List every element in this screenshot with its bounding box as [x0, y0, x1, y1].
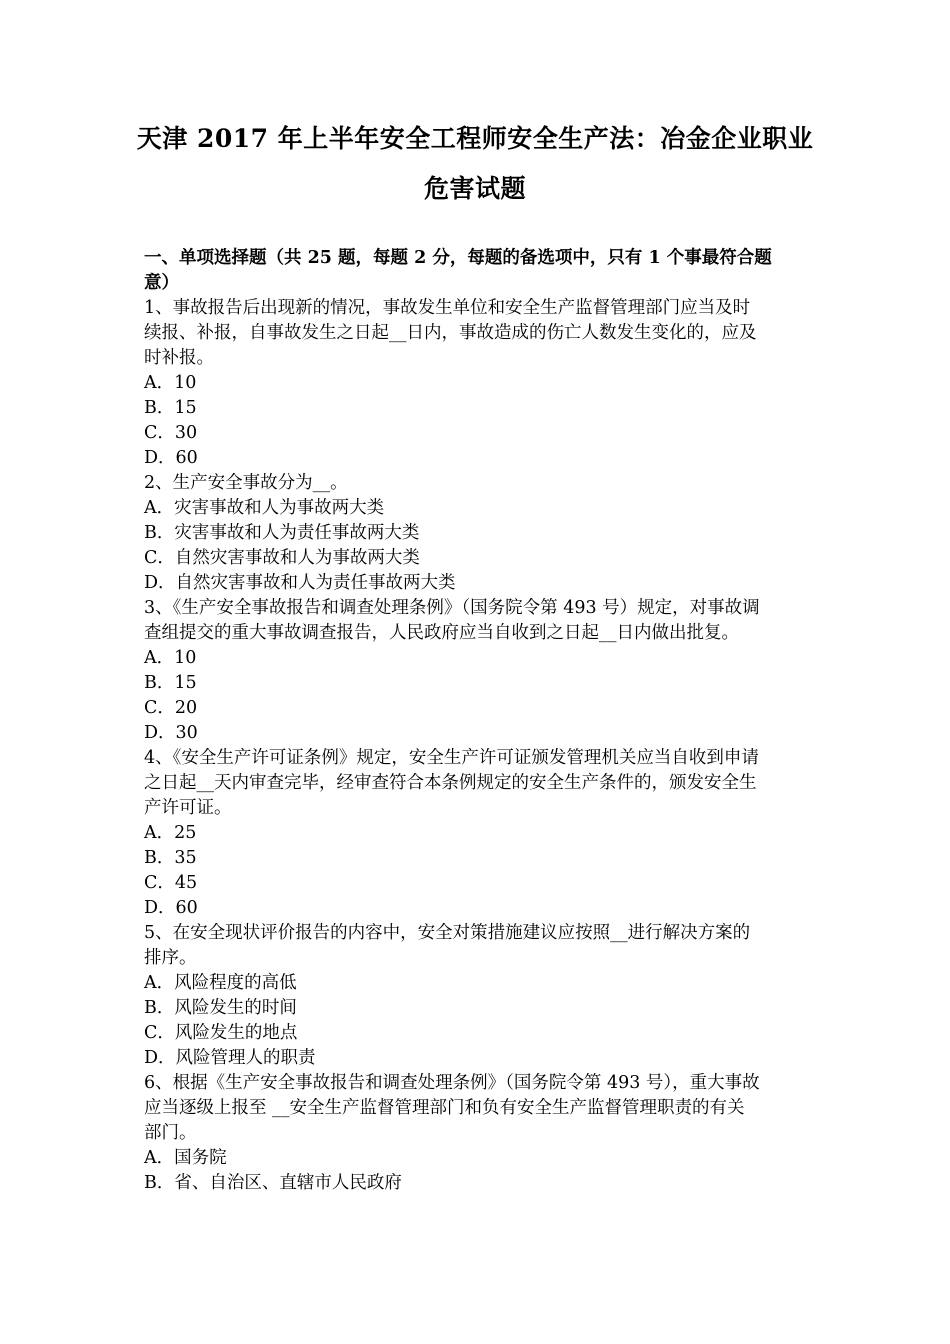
option-c: C．45	[144, 873, 198, 893]
document-title-line-1: 天津 2017 年上半年安全工程师安全生产法：冶金企业职业	[136, 124, 814, 153]
option-c: C．风险发生的地点	[144, 1023, 298, 1043]
option-c: C．20	[144, 698, 198, 718]
option-b: B．省、自治区、直辖市人民政府	[144, 1173, 402, 1193]
question-1	[144, 296, 816, 471]
question-text-line: 部门。	[144, 1123, 197, 1143]
question-6	[144, 1071, 816, 1196]
document-content	[144, 246, 816, 1196]
option-d: D．自然灾害事故和人为责任事故两大类	[144, 573, 456, 593]
question-2	[144, 471, 816, 596]
option-d: D．风险管理人的职责	[144, 1048, 316, 1068]
option-b: B．风险发生的时间	[144, 998, 297, 1018]
document-title-line-2: 危害试题	[423, 174, 526, 203]
question-3	[144, 596, 816, 746]
option-a: A．10	[144, 373, 197, 393]
option-a: A．国务院	[144, 1148, 227, 1168]
question-text-line: 排序。	[144, 948, 197, 968]
question-text-line: 查组提交的重大事故调查报告，人民政府应当自收到之日起__日内做出批复。	[144, 623, 739, 643]
option-d: D．60	[144, 448, 198, 468]
question-4	[144, 746, 816, 921]
option-c: C．自然灾害事故和人为事故两大类	[144, 548, 420, 568]
option-a: A．25	[144, 823, 197, 843]
question-text-line: 4、《安全生产许可证条例》规定，安全生产许可证颁发管理机关应当自收到申请	[144, 748, 759, 768]
option-b: B．15	[144, 673, 197, 693]
question-text-line: 产许可证。	[144, 798, 232, 818]
option-a: A．10	[144, 648, 197, 668]
section-heading-continued: 意）	[144, 273, 179, 293]
option-b: B．灾害事故和人为责任事故两大类	[144, 523, 420, 543]
question-text-line: 续报、补报，自事故发生之日起__日内，事故造成的伤亡人数发生变化的，应及	[144, 323, 757, 343]
question-5	[144, 921, 816, 1071]
question-text-line: 3、《生产安全事故报告和调查处理条例》（国务院令第 493 号）规定，对事故调	[144, 598, 760, 618]
question-text-line: 1、事故报告后出现新的情况，事故发生单位和安全生产监督管理部门应当及时	[144, 298, 751, 318]
question-text-line: 6、根据《生产安全事故报告和调查处理条例》（国务院令第 493 号），重大事故	[144, 1073, 760, 1093]
option-a: A．灾害事故和人为事故两大类	[144, 498, 385, 518]
option-b: B．15	[144, 398, 197, 418]
question-text-line: 2、生产安全事故分为__。	[144, 473, 348, 493]
section-heading: 一、单项选择题（共 25 题，每题 2 分，每题的备选项中，只有 1 个事最符合题	[144, 248, 772, 268]
question-text-line: 之日起__天内审查完毕，经审查符合本条例规定的安全生产条件的，颁发安全生	[144, 773, 757, 793]
question-text-line: 5、在安全现状评价报告的内容中，安全对策措施建议应按照__进行解决方案的	[144, 923, 751, 943]
option-a: A．风险程度的高低	[144, 973, 297, 993]
option-d: D．60	[144, 898, 198, 918]
question-text-line: 应当逐级上报至 __安全生产监督管理部门和负有安全生产监督管理职责的有关	[144, 1098, 745, 1118]
option-b: B．35	[144, 848, 197, 868]
question-text-line: 时补报。	[144, 348, 214, 368]
option-d: D．30	[144, 723, 198, 743]
option-c: C．30	[144, 423, 198, 443]
